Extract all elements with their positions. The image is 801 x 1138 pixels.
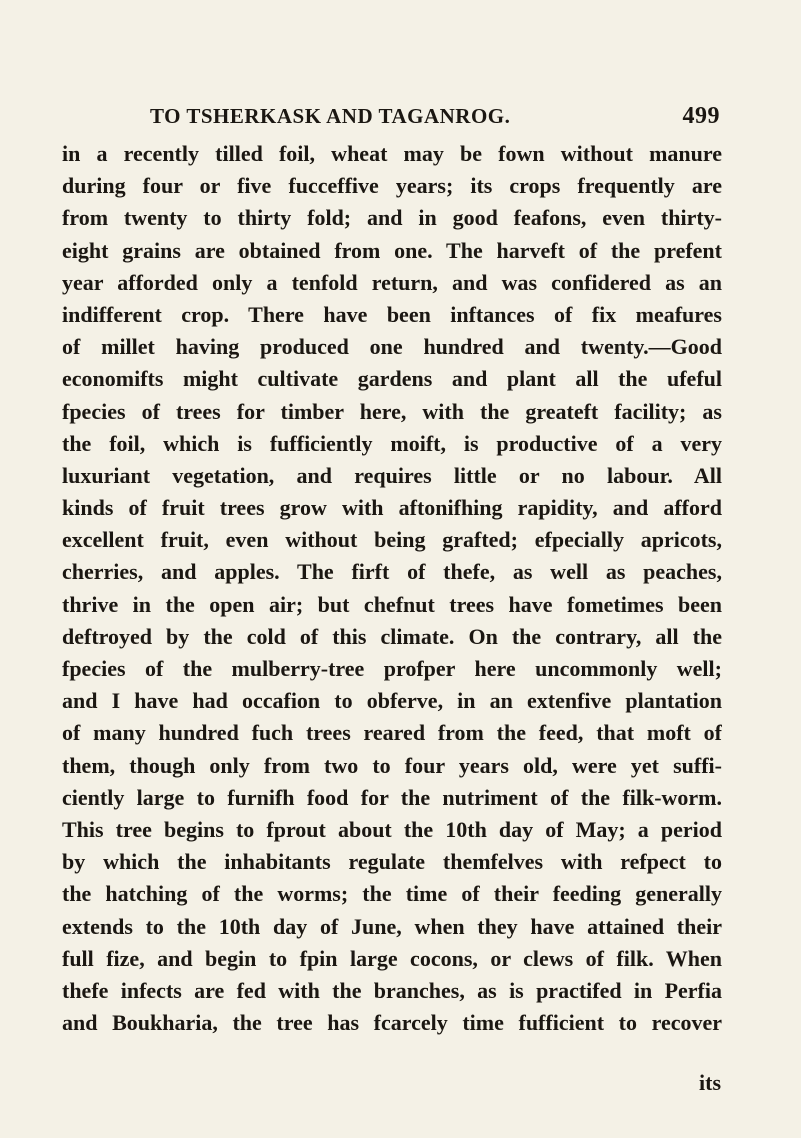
text-line: year afforded only a tenfold return, and was confidered as an	[62, 269, 722, 295]
running-title: TO TSHERKASK AND TAGANROG.	[150, 104, 511, 128]
text-line: full fize, and begin to fpin large cocons, or clews of filk. When	[62, 945, 722, 971]
text-line: cherries, and apples. The firft of thefe, as well as peaches,	[62, 559, 722, 585]
running-head	[150, 103, 720, 133]
body-text	[62, 138, 722, 1039]
text-line: excellent fruit, even without being grafted; efpecially apricots,	[62, 527, 722, 553]
text-line: This tree begins to fprout about the 10th day of May; a period	[62, 816, 722, 842]
text-line: fpecies of trees for timber here, with the greateft facility; as	[62, 398, 722, 424]
text-line: economifts might cultivate gardens and plant all the ufeful	[62, 366, 722, 392]
page-number: 499	[682, 103, 720, 129]
catchword: its	[699, 1070, 721, 1095]
text-line: fpecies of the mulberry-tree profper here uncommonly well;	[62, 656, 722, 681]
text-line: luxuriant vegetation, and requires little or no labour. All	[62, 462, 722, 488]
text-line: of many hundred fuch trees reared from the feed, that moft of	[62, 720, 722, 746]
text-line: thrive in the open air; but chefnut trees have fometimes been	[62, 591, 722, 617]
text-line: and I have had occafion to obferve, in an extenfive plantation	[62, 688, 722, 714]
text-line: deftroyed by the cold of this climate. On the contrary, all the	[62, 623, 722, 649]
text-line: the foil, which is fufficiently moift, is productive of a very	[62, 430, 722, 456]
text-line: ciently large to furnifh food for the nutriment of the filk-worm.	[62, 784, 722, 810]
text-line: and Boukharia, the tree has fcarcely time fufficient to recover	[62, 1010, 722, 1036]
text-line: them, though only from two to four years old, were yet suffi-	[62, 752, 722, 778]
text-line: indifferent crop. There have been inftances of fix meafures	[62, 301, 722, 327]
text-line: of millet having produced one hundred and twenty.—Good	[62, 334, 722, 360]
text-line: the hatching of the worms; the time of their feeding generally	[62, 881, 722, 907]
text-line: extends to the 10th day of June, when they have attained their	[62, 913, 722, 939]
text-line: in a recently tilled foil, wheat may be fown without manure	[62, 141, 722, 166]
text-line: eight grains are obtained from one. The harveft of the prefent	[62, 237, 722, 263]
text-line: during four or five fucceffive years; its crops frequently are	[62, 173, 722, 199]
text-line: by which the inhabitants regulate themfelves with refpect to	[62, 849, 722, 875]
text-line: thefe infects are fed with the branches, as is practifed in Perfia	[62, 977, 722, 1003]
text-line: from twenty to thirty fold; and in good feafons, even thirty-	[62, 205, 722, 231]
text-line: kinds of fruit trees grow with aftonifhing rapidity, and afford	[62, 495, 722, 521]
